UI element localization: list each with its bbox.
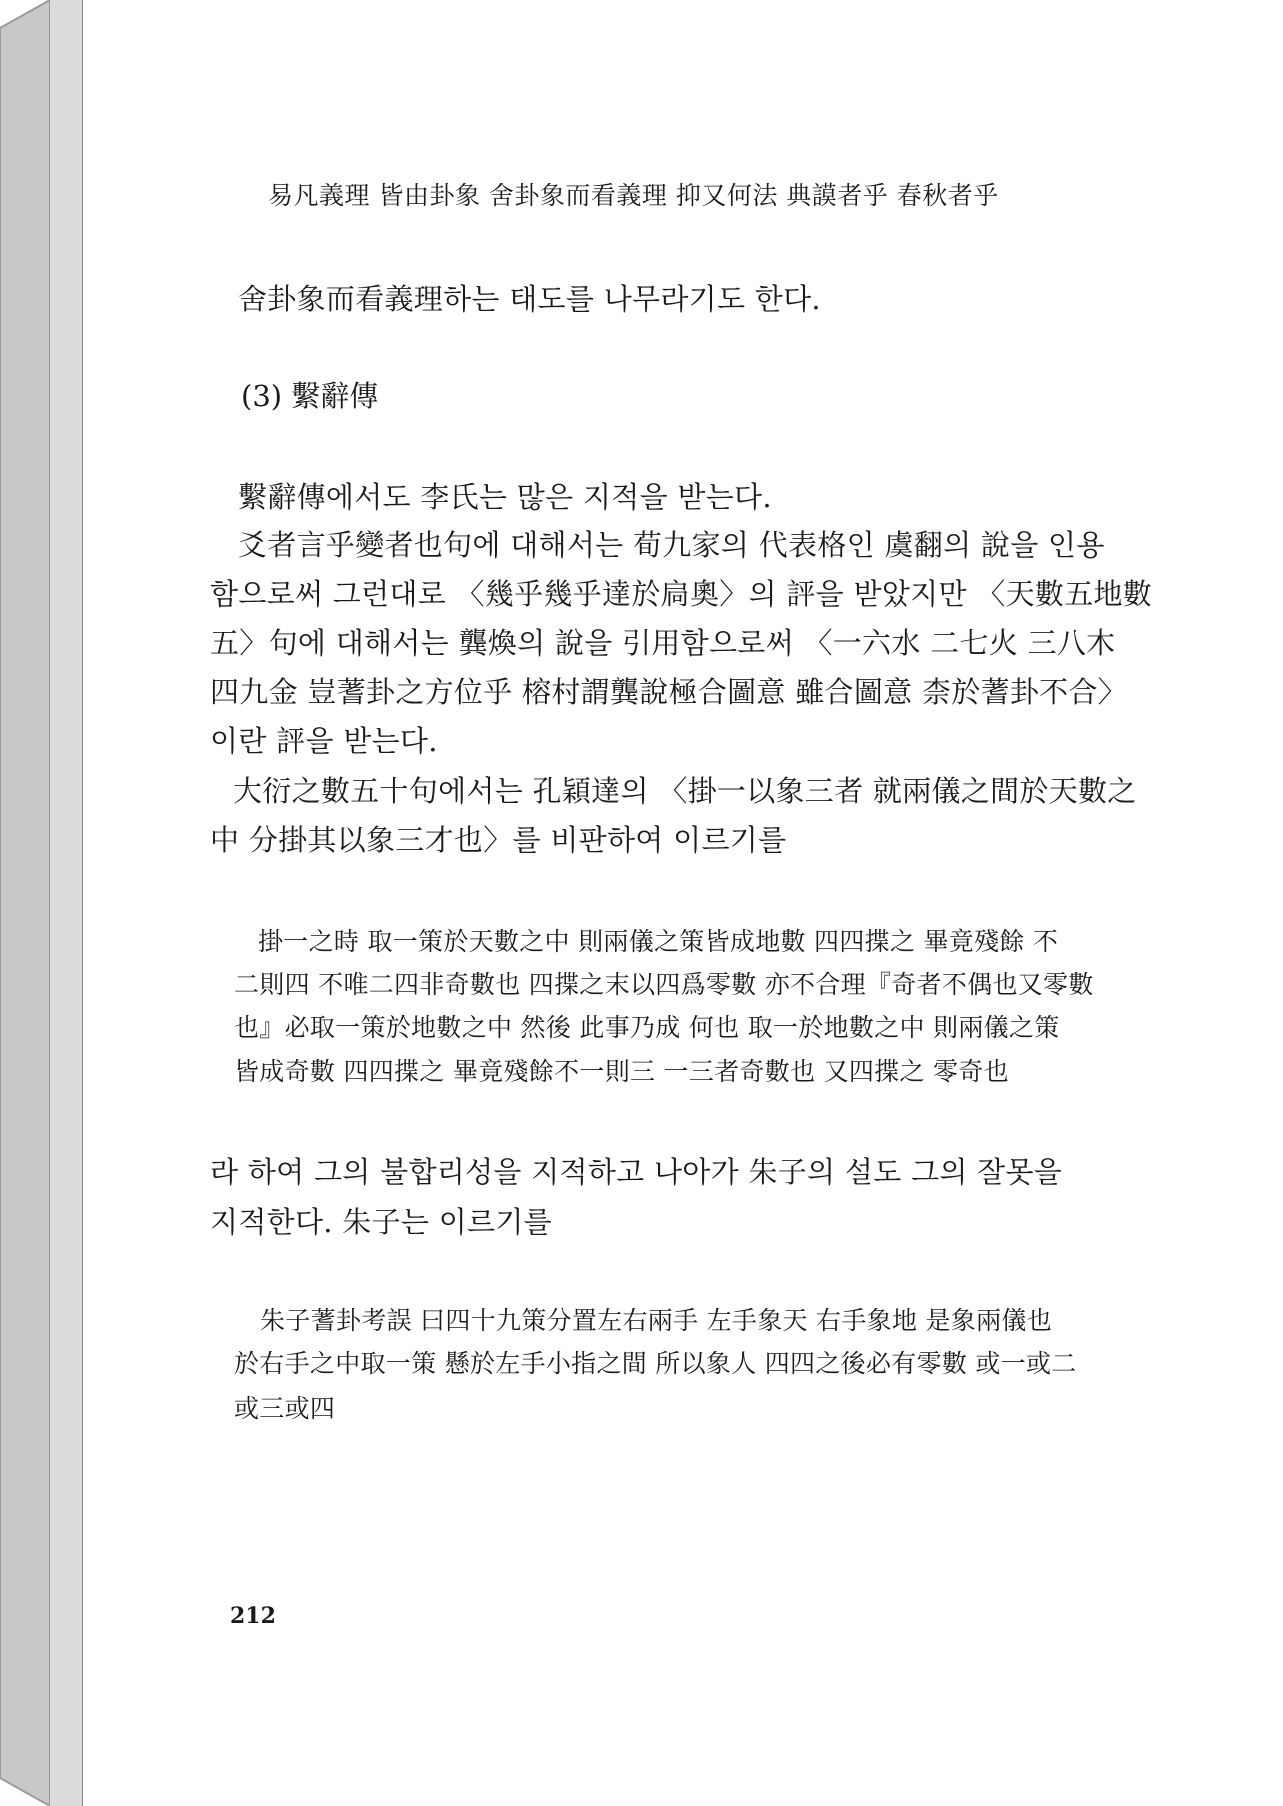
text-line: 라 하여 그의 불합리성을 지적하고 나아가 朱子의 설도 그의 잘못을 [210, 1155, 1063, 1189]
quote-line: 二則四 不唯二四非奇數也 四揲之末以四爲零數 亦不合理『奇者不偶也又零數 [234, 970, 1094, 999]
top-quote: 易凡義理 皆由卦象 舍卦象而看義理 抑又何法 典謨者乎 春秋者乎 [268, 181, 999, 210]
text-line: 爻者言乎變者也句에 대해서는 荀九家의 代表格인 虞翻의 說을 인용 [238, 528, 1105, 562]
text-line: 繫辭傳에서도 李氏는 많은 지적을 받는다. [238, 480, 772, 514]
paragraph-1: 舍卦象而看義理하는 태도를 나무라기도 한다. [238, 282, 821, 316]
text-line: 함으로써 그런대로 〈幾乎幾乎達於扃奧〉의 評을 받았지만 〈天數五地數 [210, 577, 1153, 611]
text-line: 大衍之數五十句에서는 孔穎達의 〈掛一以象三者 就兩儀之間於天數之 [233, 774, 1137, 808]
text-line: 五〉句에 대해서는 龔煥의 說을 引用함으로써 〈一六水 二七火 三八木 [210, 626, 1116, 660]
quote-line: 朱子蓍卦考誤 曰四十九策分置左右兩手 左手象天 右手象地 是象兩儀也 [260, 1306, 1052, 1335]
page-number: 212 [230, 1603, 276, 1629]
section-heading: (3) 繫辭傳 [241, 379, 379, 413]
text-line: 四九金 豈蓍卦之方位乎 榕村謂龔說極合圖意 雖合圖意 柰於蓍卦不合〉 [210, 675, 1128, 709]
quote-line: 也』必取一策於地數之中 然後 此事乃成 何也 取一於地數之中 則兩儀之策 [234, 1013, 1060, 1042]
quote-line: 於右手之中取一策 懸於左手小指之間 所以象人 四四之後必有零數 或一或二 [234, 1349, 1077, 1378]
quote-line: 或三或四 [234, 1394, 336, 1423]
page-sheet [83, 0, 1283, 1806]
text-line: 中 分掛其以象三才也〉를 비판하여 이르기를 [210, 823, 787, 857]
quote-line: 掛一之時 取一策於天數之中 則兩儀之策皆成地數 四四揲之 畢竟殘餘 不 [258, 927, 1059, 956]
text-line: 지적한다. 朱子는 이르기를 [210, 1205, 552, 1239]
quote-line: 皆成奇數 四四揲之 畢竟殘餘不一則三 一三者奇數也 又四揲之 零奇也 [234, 1057, 1009, 1086]
text-line: 이란 評을 받는다. [210, 724, 438, 758]
